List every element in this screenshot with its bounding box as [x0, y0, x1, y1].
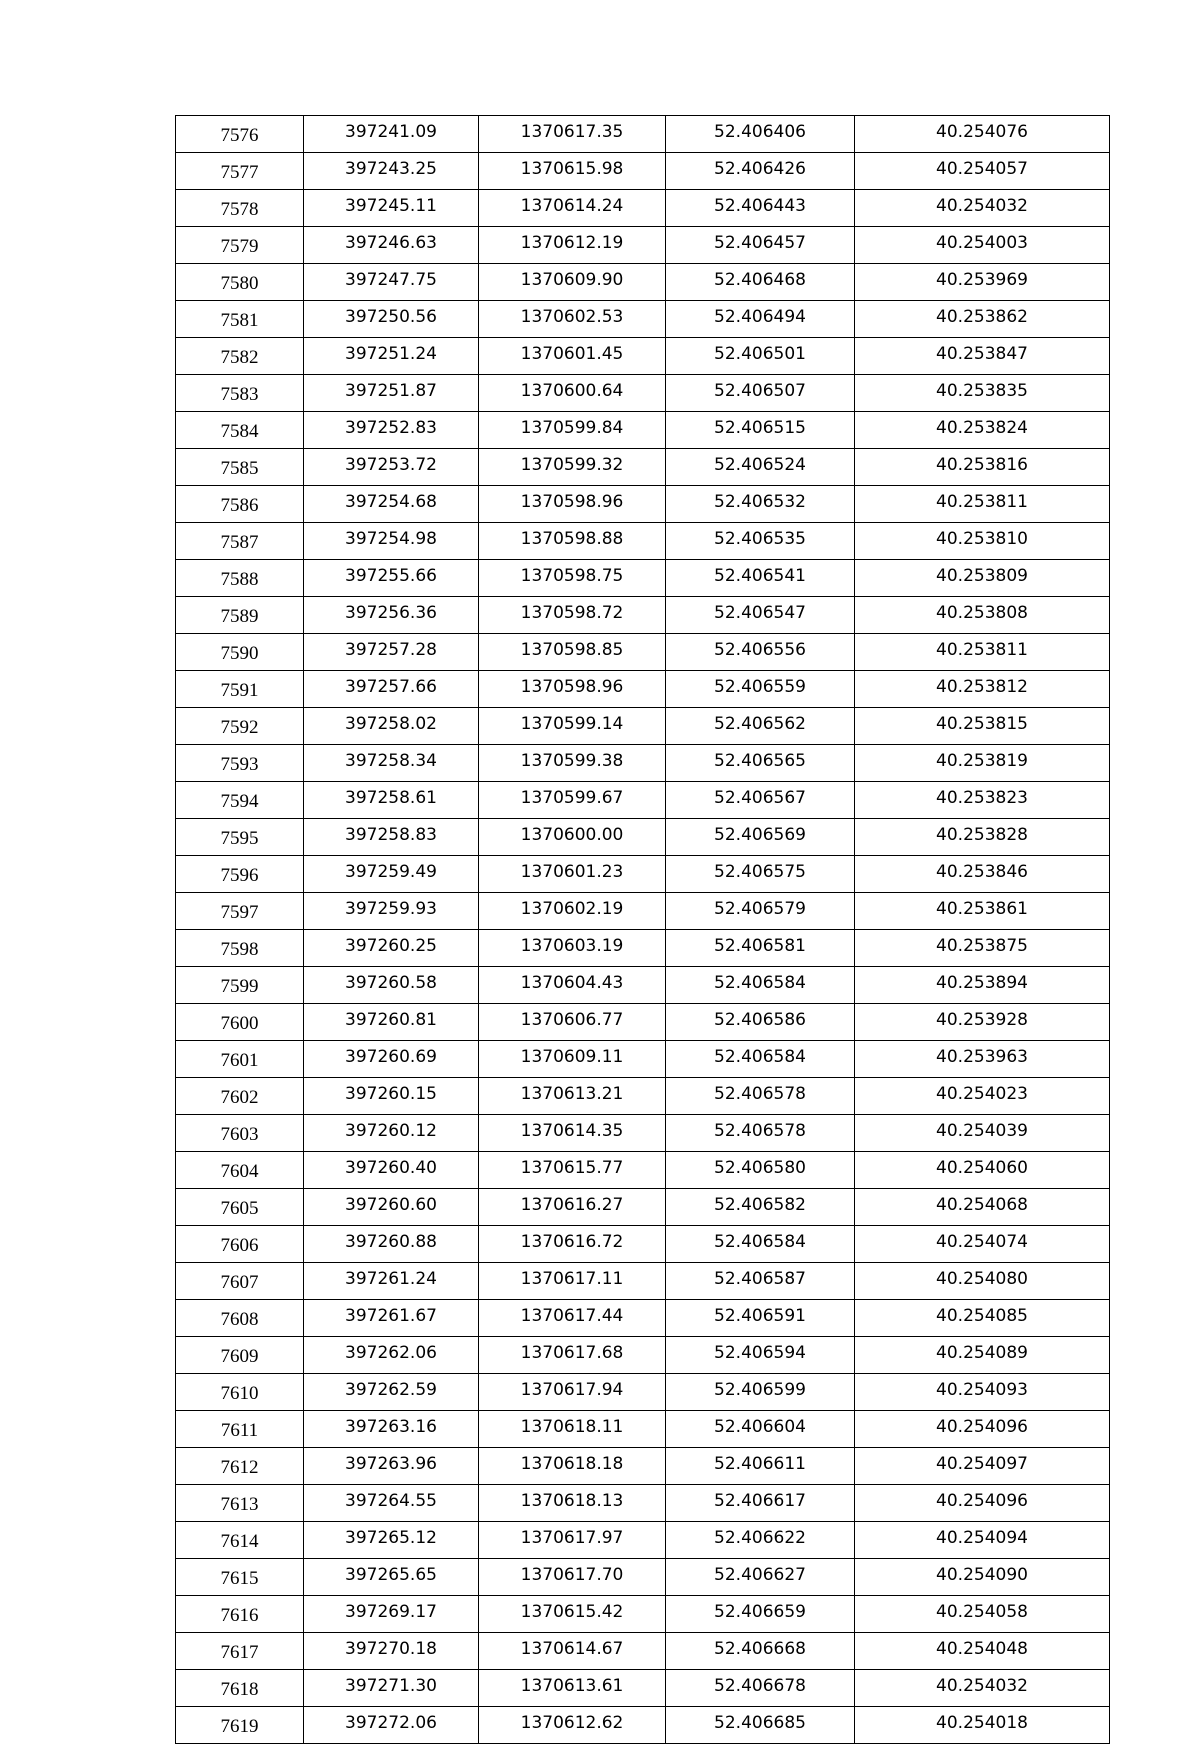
- coordinates-table: [175, 115, 1110, 1744]
- x-coordinate-cell: 397250.56: [304, 301, 479, 338]
- latitude-cell: 52.406586: [666, 1004, 855, 1041]
- point-number-cell: 7584: [176, 412, 304, 449]
- table-row: [176, 1522, 1110, 1559]
- point-number-cell: 7591: [176, 671, 304, 708]
- point-number-cell: 7613: [176, 1485, 304, 1522]
- y-coordinate-cell: 1370614.67: [479, 1633, 666, 1670]
- y-coordinate-cell: 1370604.43: [479, 967, 666, 1004]
- longitude-cell: 40.254057: [855, 153, 1110, 190]
- y-coordinate-cell: 1370598.96: [479, 486, 666, 523]
- longitude-cell: 40.253816: [855, 449, 1110, 486]
- table-row: [176, 782, 1110, 819]
- y-coordinate-cell: 1370618.13: [479, 1485, 666, 1522]
- point-number-cell: 7612: [176, 1448, 304, 1485]
- y-coordinate-cell: 1370613.61: [479, 1670, 666, 1707]
- latitude-cell: 52.406668: [666, 1633, 855, 1670]
- point-number-cell: 7590: [176, 634, 304, 671]
- longitude-cell: 40.254023: [855, 1078, 1110, 1115]
- latitude-cell: 52.406569: [666, 819, 855, 856]
- y-coordinate-cell: 1370600.00: [479, 819, 666, 856]
- y-coordinate-cell: 1370616.27: [479, 1189, 666, 1226]
- latitude-cell: 52.406524: [666, 449, 855, 486]
- table-row: [176, 153, 1110, 190]
- y-coordinate-cell: 1370614.35: [479, 1115, 666, 1152]
- table-row: [176, 856, 1110, 893]
- latitude-cell: 52.406494: [666, 301, 855, 338]
- latitude-cell: 52.406567: [666, 782, 855, 819]
- x-coordinate-cell: 397260.40: [304, 1152, 479, 1189]
- point-number-cell: 7609: [176, 1337, 304, 1374]
- y-coordinate-cell: 1370612.62: [479, 1707, 666, 1744]
- table-row: [176, 1559, 1110, 1596]
- x-coordinate-cell: 397260.69: [304, 1041, 479, 1078]
- point-number-cell: 7601: [176, 1041, 304, 1078]
- y-coordinate-cell: 1370598.85: [479, 634, 666, 671]
- point-number-cell: 7581: [176, 301, 304, 338]
- longitude-cell: 40.253823: [855, 782, 1110, 819]
- y-coordinate-cell: 1370606.77: [479, 1004, 666, 1041]
- point-number-cell: 7597: [176, 893, 304, 930]
- table-row: [176, 338, 1110, 375]
- table-row: [176, 1596, 1110, 1633]
- point-number-cell: 7576: [176, 116, 304, 153]
- latitude-cell: 52.406468: [666, 264, 855, 301]
- table-row: [176, 523, 1110, 560]
- longitude-cell: 40.254089: [855, 1337, 1110, 1374]
- table-row: [176, 597, 1110, 634]
- latitude-cell: 52.406501: [666, 338, 855, 375]
- longitude-cell: 40.254090: [855, 1559, 1110, 1596]
- longitude-cell: 40.254096: [855, 1485, 1110, 1522]
- x-coordinate-cell: 397259.93: [304, 893, 479, 930]
- point-number-cell: 7618: [176, 1670, 304, 1707]
- longitude-cell: 40.253861: [855, 893, 1110, 930]
- longitude-cell: 40.254048: [855, 1633, 1110, 1670]
- x-coordinate-cell: 397260.81: [304, 1004, 479, 1041]
- y-coordinate-cell: 1370598.96: [479, 671, 666, 708]
- x-coordinate-cell: 397272.06: [304, 1707, 479, 1744]
- point-number-cell: 7580: [176, 264, 304, 301]
- point-number-cell: 7589: [176, 597, 304, 634]
- y-coordinate-cell: 1370618.18: [479, 1448, 666, 1485]
- y-coordinate-cell: 1370615.42: [479, 1596, 666, 1633]
- table-row: [176, 301, 1110, 338]
- x-coordinate-cell: 397254.68: [304, 486, 479, 523]
- y-coordinate-cell: 1370613.21: [479, 1078, 666, 1115]
- table-row: [176, 1485, 1110, 1522]
- coordinates-table-body: [176, 116, 1110, 1744]
- longitude-cell: 40.254032: [855, 1670, 1110, 1707]
- latitude-cell: 52.406547: [666, 597, 855, 634]
- latitude-cell: 52.406611: [666, 1448, 855, 1485]
- table-row: [176, 1226, 1110, 1263]
- y-coordinate-cell: 1370603.19: [479, 930, 666, 967]
- table-row: [176, 227, 1110, 264]
- table-row: [176, 1152, 1110, 1189]
- point-number-cell: 7595: [176, 819, 304, 856]
- table-row: [176, 1004, 1110, 1041]
- table-row: [176, 930, 1110, 967]
- table-row: [176, 634, 1110, 671]
- y-coordinate-cell: 1370599.38: [479, 745, 666, 782]
- latitude-cell: 52.406562: [666, 708, 855, 745]
- table-row: [176, 671, 1110, 708]
- table-row: [176, 449, 1110, 486]
- latitude-cell: 52.406599: [666, 1374, 855, 1411]
- table-row: [176, 486, 1110, 523]
- table-row: [176, 1337, 1110, 1374]
- x-coordinate-cell: 397269.17: [304, 1596, 479, 1633]
- point-number-cell: 7608: [176, 1300, 304, 1337]
- table-row: [176, 1041, 1110, 1078]
- point-number-cell: 7614: [176, 1522, 304, 1559]
- table-row: [176, 1411, 1110, 1448]
- x-coordinate-cell: 397257.28: [304, 634, 479, 671]
- y-coordinate-cell: 1370599.14: [479, 708, 666, 745]
- y-coordinate-cell: 1370598.75: [479, 560, 666, 597]
- longitude-cell: 40.254074: [855, 1226, 1110, 1263]
- point-number-cell: 7594: [176, 782, 304, 819]
- latitude-cell: 52.406659: [666, 1596, 855, 1633]
- longitude-cell: 40.254094: [855, 1522, 1110, 1559]
- point-number-cell: 7582: [176, 338, 304, 375]
- y-coordinate-cell: 1370602.53: [479, 301, 666, 338]
- longitude-cell: 40.253809: [855, 560, 1110, 597]
- latitude-cell: 52.406556: [666, 634, 855, 671]
- x-coordinate-cell: 397260.88: [304, 1226, 479, 1263]
- longitude-cell: 40.254096: [855, 1411, 1110, 1448]
- longitude-cell: 40.253894: [855, 967, 1110, 1004]
- point-number-cell: 7615: [176, 1559, 304, 1596]
- latitude-cell: 52.406575: [666, 856, 855, 893]
- latitude-cell: 52.406426: [666, 153, 855, 190]
- table-row: [176, 412, 1110, 449]
- longitude-cell: 40.254076: [855, 116, 1110, 153]
- table-row: [176, 745, 1110, 782]
- x-coordinate-cell: 397260.58: [304, 967, 479, 1004]
- table-row: [176, 560, 1110, 597]
- latitude-cell: 52.406443: [666, 190, 855, 227]
- point-number-cell: 7593: [176, 745, 304, 782]
- table-row: [176, 893, 1110, 930]
- x-coordinate-cell: 397241.09: [304, 116, 479, 153]
- x-coordinate-cell: 397255.66: [304, 560, 479, 597]
- table-row: [176, 708, 1110, 745]
- y-coordinate-cell: 1370615.77: [479, 1152, 666, 1189]
- x-coordinate-cell: 397258.34: [304, 745, 479, 782]
- latitude-cell: 52.406578: [666, 1078, 855, 1115]
- longitude-cell: 40.253835: [855, 375, 1110, 412]
- x-coordinate-cell: 397260.60: [304, 1189, 479, 1226]
- y-coordinate-cell: 1370612.19: [479, 227, 666, 264]
- longitude-cell: 40.254003: [855, 227, 1110, 264]
- latitude-cell: 52.406584: [666, 1041, 855, 1078]
- table-row: [176, 1115, 1110, 1152]
- latitude-cell: 52.406578: [666, 1115, 855, 1152]
- y-coordinate-cell: 1370602.19: [479, 893, 666, 930]
- latitude-cell: 52.406406: [666, 116, 855, 153]
- x-coordinate-cell: 397245.11: [304, 190, 479, 227]
- x-coordinate-cell: 397258.02: [304, 708, 479, 745]
- longitude-cell: 40.254097: [855, 1448, 1110, 1485]
- table-row: [176, 375, 1110, 412]
- x-coordinate-cell: 397246.63: [304, 227, 479, 264]
- table-row: [176, 1633, 1110, 1670]
- y-coordinate-cell: 1370600.64: [479, 375, 666, 412]
- y-coordinate-cell: 1370609.90: [479, 264, 666, 301]
- y-coordinate-cell: 1370618.11: [479, 1411, 666, 1448]
- x-coordinate-cell: 397243.25: [304, 153, 479, 190]
- longitude-cell: 40.253810: [855, 523, 1110, 560]
- longitude-cell: 40.253928: [855, 1004, 1110, 1041]
- latitude-cell: 52.406507: [666, 375, 855, 412]
- table-row: [176, 1374, 1110, 1411]
- longitude-cell: 40.253819: [855, 745, 1110, 782]
- latitude-cell: 52.406532: [666, 486, 855, 523]
- point-number-cell: 7610: [176, 1374, 304, 1411]
- latitude-cell: 52.406457: [666, 227, 855, 264]
- latitude-cell: 52.406582: [666, 1189, 855, 1226]
- table-row: [176, 819, 1110, 856]
- point-number-cell: 7605: [176, 1189, 304, 1226]
- longitude-cell: 40.253875: [855, 930, 1110, 967]
- y-coordinate-cell: 1370598.72: [479, 597, 666, 634]
- y-coordinate-cell: 1370617.68: [479, 1337, 666, 1374]
- x-coordinate-cell: 397260.12: [304, 1115, 479, 1152]
- point-number-cell: 7602: [176, 1078, 304, 1115]
- longitude-cell: 40.253828: [855, 819, 1110, 856]
- y-coordinate-cell: 1370617.70: [479, 1559, 666, 1596]
- x-coordinate-cell: 397258.61: [304, 782, 479, 819]
- x-coordinate-cell: 397251.87: [304, 375, 479, 412]
- latitude-cell: 52.406627: [666, 1559, 855, 1596]
- longitude-cell: 40.254058: [855, 1596, 1110, 1633]
- longitude-cell: 40.253824: [855, 412, 1110, 449]
- point-number-cell: 7588: [176, 560, 304, 597]
- y-coordinate-cell: 1370617.97: [479, 1522, 666, 1559]
- point-number-cell: 7586: [176, 486, 304, 523]
- point-number-cell: 7587: [176, 523, 304, 560]
- point-number-cell: 7578: [176, 190, 304, 227]
- latitude-cell: 52.406678: [666, 1670, 855, 1707]
- longitude-cell: 40.253969: [855, 264, 1110, 301]
- point-number-cell: 7599: [176, 967, 304, 1004]
- point-number-cell: 7607: [176, 1263, 304, 1300]
- latitude-cell: 52.406604: [666, 1411, 855, 1448]
- x-coordinate-cell: 397265.65: [304, 1559, 479, 1596]
- y-coordinate-cell: 1370599.32: [479, 449, 666, 486]
- x-coordinate-cell: 397253.72: [304, 449, 479, 486]
- longitude-cell: 40.254085: [855, 1300, 1110, 1337]
- longitude-cell: 40.254032: [855, 190, 1110, 227]
- y-coordinate-cell: 1370616.72: [479, 1226, 666, 1263]
- point-number-cell: 7616: [176, 1596, 304, 1633]
- y-coordinate-cell: 1370614.24: [479, 190, 666, 227]
- point-number-cell: 7617: [176, 1633, 304, 1670]
- x-coordinate-cell: 397264.55: [304, 1485, 479, 1522]
- point-number-cell: 7600: [176, 1004, 304, 1041]
- latitude-cell: 52.406591: [666, 1300, 855, 1337]
- latitude-cell: 52.406535: [666, 523, 855, 560]
- table-row: [176, 190, 1110, 227]
- x-coordinate-cell: 397261.67: [304, 1300, 479, 1337]
- y-coordinate-cell: 1370599.67: [479, 782, 666, 819]
- latitude-cell: 52.406515: [666, 412, 855, 449]
- latitude-cell: 52.406565: [666, 745, 855, 782]
- table-row: [176, 967, 1110, 1004]
- x-coordinate-cell: 397251.24: [304, 338, 479, 375]
- x-coordinate-cell: 397256.36: [304, 597, 479, 634]
- latitude-cell: 52.406559: [666, 671, 855, 708]
- latitude-cell: 52.406587: [666, 1263, 855, 1300]
- x-coordinate-cell: 397259.49: [304, 856, 479, 893]
- longitude-cell: 40.253815: [855, 708, 1110, 745]
- point-number-cell: 7596: [176, 856, 304, 893]
- point-number-cell: 7577: [176, 153, 304, 190]
- longitude-cell: 40.254018: [855, 1707, 1110, 1744]
- table-row: [176, 116, 1110, 153]
- longitude-cell: 40.253847: [855, 338, 1110, 375]
- point-number-cell: 7611: [176, 1411, 304, 1448]
- latitude-cell: 52.406622: [666, 1522, 855, 1559]
- longitude-cell: 40.253811: [855, 486, 1110, 523]
- longitude-cell: 40.253846: [855, 856, 1110, 893]
- table-row: [176, 1263, 1110, 1300]
- x-coordinate-cell: 397260.15: [304, 1078, 479, 1115]
- table-row: [176, 1189, 1110, 1226]
- latitude-cell: 52.406617: [666, 1485, 855, 1522]
- table-row: [176, 264, 1110, 301]
- latitude-cell: 52.406581: [666, 930, 855, 967]
- longitude-cell: 40.253862: [855, 301, 1110, 338]
- x-coordinate-cell: 397265.12: [304, 1522, 479, 1559]
- longitude-cell: 40.254060: [855, 1152, 1110, 1189]
- x-coordinate-cell: 397247.75: [304, 264, 479, 301]
- longitude-cell: 40.254093: [855, 1374, 1110, 1411]
- point-number-cell: 7598: [176, 930, 304, 967]
- y-coordinate-cell: 1370598.88: [479, 523, 666, 560]
- x-coordinate-cell: 397263.16: [304, 1411, 479, 1448]
- latitude-cell: 52.406541: [666, 560, 855, 597]
- table-row: [176, 1078, 1110, 1115]
- latitude-cell: 52.406580: [666, 1152, 855, 1189]
- table-row: [176, 1670, 1110, 1707]
- longitude-cell: 40.254039: [855, 1115, 1110, 1152]
- point-number-cell: 7619: [176, 1707, 304, 1744]
- table-row: [176, 1300, 1110, 1337]
- table-row: [176, 1707, 1110, 1744]
- y-coordinate-cell: 1370617.44: [479, 1300, 666, 1337]
- y-coordinate-cell: 1370609.11: [479, 1041, 666, 1078]
- y-coordinate-cell: 1370601.45: [479, 338, 666, 375]
- point-number-cell: 7583: [176, 375, 304, 412]
- x-coordinate-cell: 397262.06: [304, 1337, 479, 1374]
- latitude-cell: 52.406594: [666, 1337, 855, 1374]
- x-coordinate-cell: 397258.83: [304, 819, 479, 856]
- y-coordinate-cell: 1370601.23: [479, 856, 666, 893]
- longitude-cell: 40.254080: [855, 1263, 1110, 1300]
- point-number-cell: 7606: [176, 1226, 304, 1263]
- x-coordinate-cell: 397260.25: [304, 930, 479, 967]
- x-coordinate-cell: 397263.96: [304, 1448, 479, 1485]
- longitude-cell: 40.254068: [855, 1189, 1110, 1226]
- x-coordinate-cell: 397262.59: [304, 1374, 479, 1411]
- y-coordinate-cell: 1370599.84: [479, 412, 666, 449]
- point-number-cell: 7604: [176, 1152, 304, 1189]
- latitude-cell: 52.406584: [666, 967, 855, 1004]
- x-coordinate-cell: 397254.98: [304, 523, 479, 560]
- x-coordinate-cell: 397257.66: [304, 671, 479, 708]
- latitude-cell: 52.406579: [666, 893, 855, 930]
- point-number-cell: 7603: [176, 1115, 304, 1152]
- point-number-cell: 7592: [176, 708, 304, 745]
- x-coordinate-cell: 397252.83: [304, 412, 479, 449]
- table-row: [176, 1448, 1110, 1485]
- longitude-cell: 40.253963: [855, 1041, 1110, 1078]
- y-coordinate-cell: 1370617.35: [479, 116, 666, 153]
- y-coordinate-cell: 1370617.11: [479, 1263, 666, 1300]
- x-coordinate-cell: 397271.30: [304, 1670, 479, 1707]
- longitude-cell: 40.253812: [855, 671, 1110, 708]
- longitude-cell: 40.253811: [855, 634, 1110, 671]
- longitude-cell: 40.253808: [855, 597, 1110, 634]
- latitude-cell: 52.406685: [666, 1707, 855, 1744]
- point-number-cell: 7579: [176, 227, 304, 264]
- point-number-cell: 7585: [176, 449, 304, 486]
- latitude-cell: 52.406584: [666, 1226, 855, 1263]
- x-coordinate-cell: 397270.18: [304, 1633, 479, 1670]
- y-coordinate-cell: 1370615.98: [479, 153, 666, 190]
- x-coordinate-cell: 397261.24: [304, 1263, 479, 1300]
- y-coordinate-cell: 1370617.94: [479, 1374, 666, 1411]
